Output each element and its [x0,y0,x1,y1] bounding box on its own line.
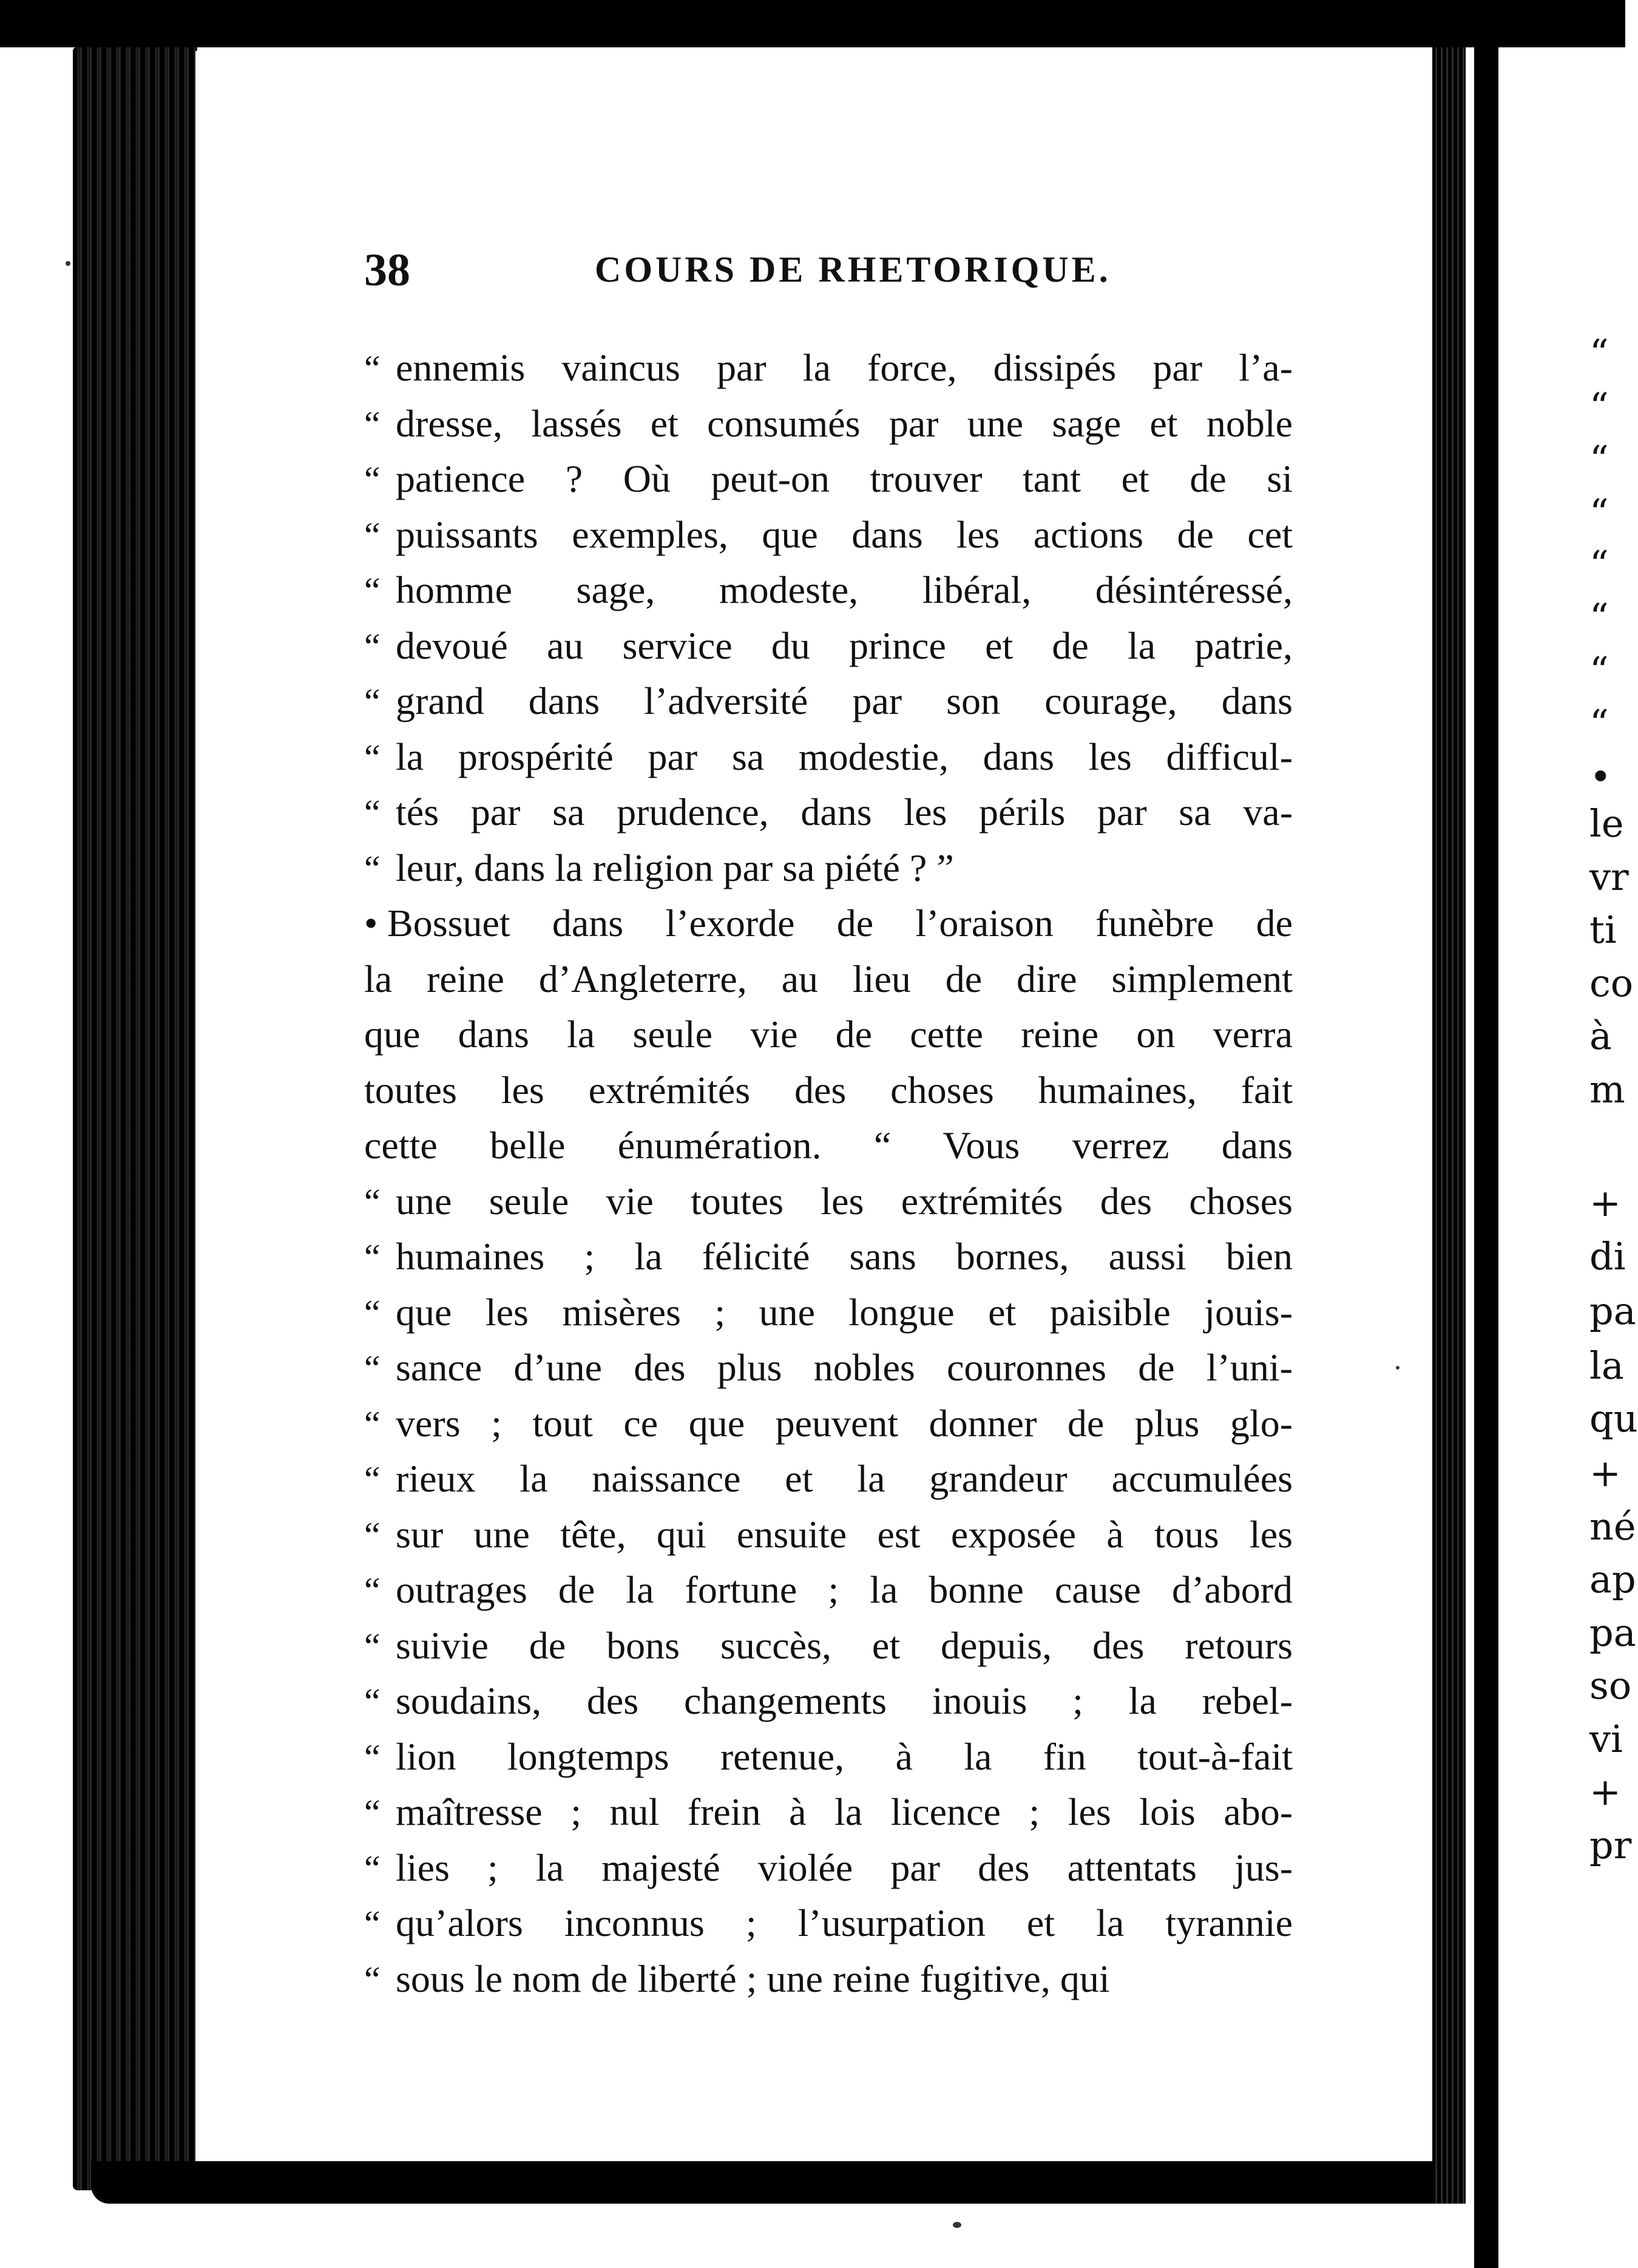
text-line [364,951,1293,1007]
facing-page-fragment: ti [1589,908,1617,952]
line-text: sous le nom de liberté ; une reine fugitive, qui [396,1957,1110,2000]
scan-speck [1396,1366,1399,1370]
scan-margin-left [0,47,73,2268]
quote-mark: “ [364,1626,381,1666]
facing-page-fragment: + [1589,1181,1621,1225]
text-line [364,1396,1293,1451]
gutter-gap [1466,47,1474,2268]
facing-page-fragment: • [1589,755,1612,799]
scan-border-top [0,0,1625,47]
line-text: lion longtemps retenue, à la fin tout-à-fait [396,1734,1293,1778]
facing-page-fragment: le [1589,801,1624,846]
line-text: que les misères ; une longue et paisible jouis- [396,1290,1293,1334]
text-line [364,1062,1293,1118]
facing-page-fragment: né [1589,1504,1636,1549]
book-edge-bottom [91,2161,1450,2204]
line-text: outrages de la fortune ; la bonne cause d’abord [396,1568,1293,1611]
quote-mark: “ [364,626,381,667]
text-line [364,1118,1293,1173]
line-text: patience ? Où peut-on trouver tant et de si [396,457,1293,500]
quote-mark: “ [364,1292,381,1333]
line-text: la reine d’Angleterre, au lieu de dire simplement [364,957,1293,1000]
text-line [364,451,1293,507]
line-text: cette belle énumération. “ Vous verrez dans [364,1124,1293,1167]
facing-page-fragment: pa [1589,1289,1636,1333]
book-page-edges-right [1432,47,1466,2204]
text-line [364,1229,1293,1285]
line-text: lies ; la majesté violée par des attentats jus- [396,1845,1293,1889]
facing-page-fragment: la [1589,1343,1624,1388]
quote-mark: “ [364,1682,381,1722]
quote-mark: “ [364,515,381,555]
line-text: devoué au service du prince et de la patrie, [396,623,1293,667]
line-text: une seule vie toutes les extrémités des choses [396,1179,1293,1223]
facing-page-fragment: “ [1589,701,1609,745]
paragraph-bullet: • [364,901,378,945]
text-line [364,507,1293,563]
line-text: la prospérité par sa modestie, dans les difficul- [396,735,1293,778]
scan-speck [66,261,70,266]
line-text: qu’alors inconnus ; l’usurpation et la tyrannie [396,1901,1293,1944]
facing-page-fragment: pr [1589,1823,1632,1867]
book-page-edges-left [73,47,197,2190]
quote-mark: “ [364,460,381,500]
facing-page-fragment: + [1589,1451,1621,1495]
gutter-shadow [1474,47,1498,2268]
line-text: vers ; tout ce que peuvent donner de plus glo- [396,1401,1293,1445]
line-text: homme sage, modeste, libéral, désintéressé, [396,568,1293,611]
facing-page-fragment: “ [1589,331,1609,375]
text-line [364,1562,1293,1618]
facing-page-fragment: “ [1589,384,1609,429]
page-number: 38 [364,245,410,296]
text-line [364,1618,1293,1674]
line-text: tés par sa prudence, dans les périls par sa va- [396,790,1293,834]
text-line [364,895,1293,951]
quote-mark: “ [364,1904,381,1944]
line-text: puissants exemples, que dans les actions de cet [396,512,1293,556]
text-line [364,618,1293,674]
facing-page-fragment: “ [1589,437,1609,481]
facing-page-fragment: vi [1589,1717,1623,1761]
text-line [364,1951,1293,2007]
quote-mark: “ [364,1570,381,1611]
facing-page-fragment: m [1589,1067,1625,1112]
text-line [364,1729,1293,1785]
facing-page-fragment: “ [1589,648,1609,693]
facing-page-fragment: à [1589,1014,1612,1058]
facing-page-fragment: pa [1589,1611,1636,1655]
quote-mark: “ [364,1181,381,1222]
line-text: humaines ; la félicité sans bornes, aussi bien [396,1235,1293,1278]
quote-mark: “ [364,1793,381,1833]
quote-mark: “ [364,1848,381,1889]
text-line [364,784,1293,840]
facing-page-fragment: di [1589,1234,1626,1278]
line-text: ennemis vaincus par la force, dissipés par l’a- [396,346,1293,389]
line-text: suivie de bons succès, et depuis, des retours [396,1623,1293,1667]
text-line [364,1451,1293,1507]
line-text: sance d’une des plus nobles couronnes de l’uni- [396,1346,1293,1389]
facing-page-fragment: “ [1589,491,1609,535]
facing-page-fragment: vr [1589,855,1629,899]
text-line [364,1007,1293,1062]
text-line [364,1340,1293,1396]
quote-mark: “ [364,1237,381,1277]
quote-mark: “ [364,348,381,389]
text-line [364,1784,1293,1840]
quote-mark: “ [364,1737,381,1777]
quote-mark: “ [364,1348,381,1388]
text-line [364,1895,1293,1951]
quote-mark: “ [364,571,381,611]
facing-page-fragment: so [1589,1663,1632,1708]
text-line [364,1840,1293,1896]
quote-mark: “ [364,1959,381,2000]
text-line [364,396,1293,452]
line-text: soudains, des changements inouis ; la rebel- [396,1679,1293,1722]
line-text: leur, dans la religion par sa piété ? ” [396,846,954,889]
quote-mark: “ [364,404,381,444]
quote-mark: “ [364,1515,381,1555]
facing-page-fragment: “ [1589,595,1609,639]
scan-speck [953,2222,961,2228]
facing-page-fragment: ap [1589,1557,1636,1601]
line-text: dresse, lassés et consumés par une sage et noble [396,401,1293,445]
text-line [364,840,1293,896]
line-text: que dans la seule vie de cette reine on verra [364,1013,1293,1056]
quote-mark: “ [364,1404,381,1444]
text-line [364,562,1293,618]
text-line [364,1673,1293,1729]
quote-mark: “ [364,682,381,722]
facing-page-fragment: “ [1589,542,1609,586]
body-text [364,340,1293,2006]
line-text: rieux la naissance et la grandeur accumulées [396,1457,1293,1500]
line-text: maîtresse ; nul frein à la licence ; les lois abo- [396,1790,1293,1833]
text-line [364,1507,1293,1563]
running-head-title: COURS DE RHETORIQUE. [595,250,1111,290]
facing-page-fragment: qu [1589,1396,1638,1441]
quote-mark: “ [364,1459,381,1499]
text-line [364,340,1293,396]
line-text: Bossuet dans l’exorde de l’oraison funèbre de [387,901,1293,945]
text-line [364,1285,1293,1340]
text-line [364,1173,1293,1229]
line-text: grand dans l’adversité par son courage, dans [396,679,1293,722]
line-text: sur une tête, qui ensuite est exposée à tous les [396,1512,1293,1556]
facing-page-fragment: co [1589,961,1634,1005]
facing-page [1498,47,1638,2268]
text-line [364,729,1293,785]
quote-mark: “ [364,793,381,833]
quote-mark: “ [364,737,381,778]
line-text: toutes les extrémités des choses humaines, fait [364,1068,1293,1112]
text-line [364,673,1293,729]
quote-mark: “ [364,848,381,889]
facing-page-fragment: + [1589,1770,1621,1814]
